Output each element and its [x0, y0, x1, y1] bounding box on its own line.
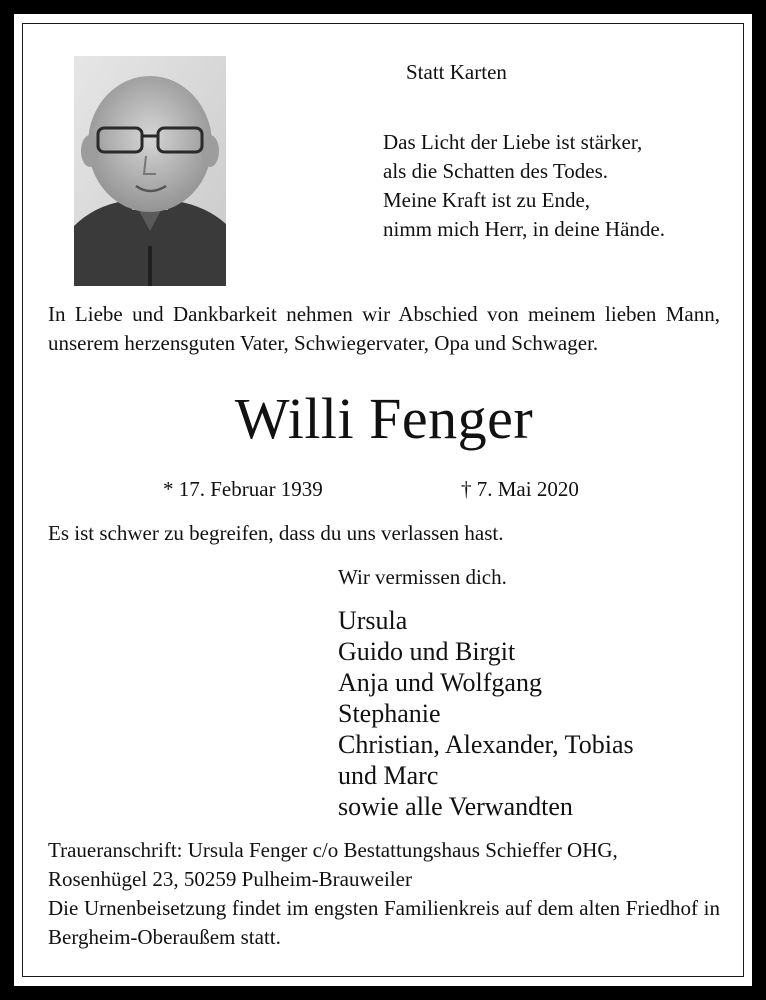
- death-date: † 7. Mai 2020: [461, 477, 579, 501]
- deceased-name: Willi Fenger: [234, 386, 534, 451]
- statt-karten: Statt Karten: [406, 60, 507, 84]
- miss-line: Wir vermissen dich.: [338, 565, 507, 589]
- family-list: [338, 605, 634, 822]
- mourning-address: [48, 836, 618, 894]
- portrait-image: [74, 56, 226, 286]
- poem: [383, 128, 665, 244]
- poem-line: als die Schatten des Todes.: [383, 159, 609, 183]
- family-member: Anja und Wolfgang: [338, 668, 542, 697]
- family-member: Stephanie: [338, 699, 441, 728]
- poem-line: Das Licht der Liebe ist stärker,: [383, 130, 643, 154]
- birth-date: * 17. Februar 1939: [163, 477, 323, 501]
- grief-line: Es ist schwer zu begreifen, dass du uns verlassen hast.: [48, 521, 504, 545]
- family-member: Guido und Birgit: [338, 637, 516, 666]
- obituary-page: [14, 14, 752, 986]
- poem-line: Meine Kraft ist zu Ende,: [383, 188, 591, 212]
- poem-line: nimm mich Herr, in deine Hände.: [383, 217, 665, 241]
- burial-notice: Die Urnenbeisetzung findet im engsten Familienkreis auf dem alten Friedhof in Bergheim-Oberaußem statt.: [48, 896, 720, 949]
- portrait-photo: [74, 56, 226, 286]
- address-line: Traueranschrift: Ursula Fenger c/o Bestattungshaus Schieffer OHG,: [48, 838, 618, 862]
- address-line: Rosenhügel 23, 50259 Pulheim-Brauweiler: [48, 867, 412, 891]
- family-member: und Marc: [338, 761, 439, 790]
- obituary-border: [22, 23, 744, 977]
- family-member: Ursula: [338, 606, 408, 635]
- family-member: sowie alle Verwandten: [338, 792, 573, 821]
- family-member: Christian, Alexander, Tobias: [338, 730, 634, 759]
- intro-text: In Liebe und Dankbarkeit nehmen wir Abschied von meinem lieben Mann, unserem herzensguten Vater, Schwiegervater, Opa und Schwager.: [48, 302, 720, 355]
